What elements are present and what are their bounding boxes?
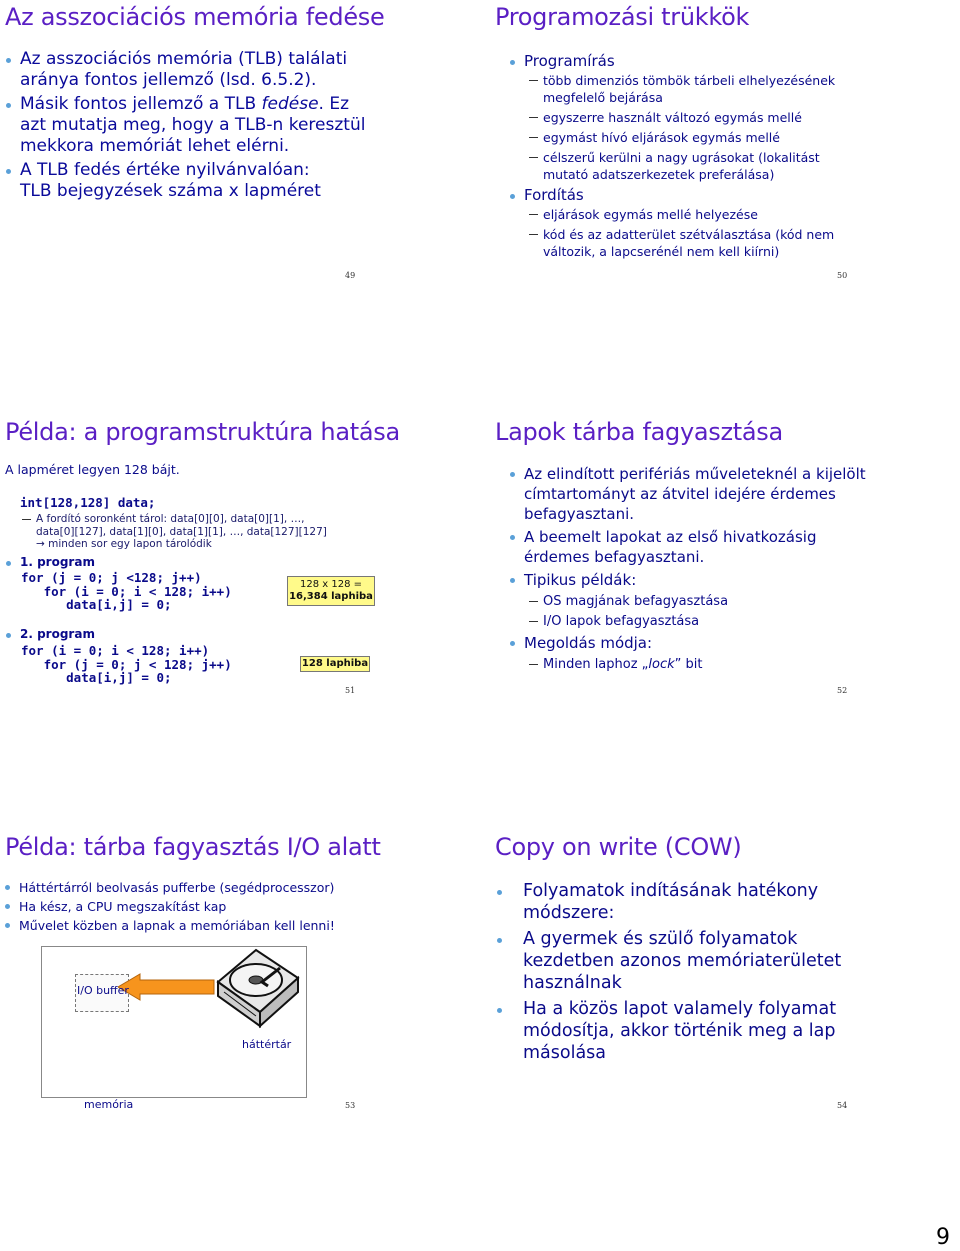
list-item: több dimenziós tömbök tárbeli elhelyezésének megfelelő bejárása — [529, 72, 855, 106]
intro-text: A lapméret legyen 128 bájt. — [5, 462, 180, 477]
memory-label: memória — [84, 1098, 134, 1111]
program-label-text: 2. program — [20, 627, 95, 641]
bullet-list — [510, 50, 855, 263]
slide-title: Példa: tárba fagyasztás I/O alatt — [5, 833, 381, 861]
list-item: Folyamatok indításának hatékony módszere: — [523, 880, 843, 924]
list-item: Tipikus példák: — [510, 570, 870, 590]
list-item — [529, 656, 870, 673]
slide-number: 49 — [345, 271, 356, 280]
list-item: Művelet közben a lapnak a memóriában kell lenni! — [5, 916, 365, 935]
list-item: Ha a közös lapot valamely folyamat módosítja, akkor történik meg a lap másolása — [523, 998, 843, 1064]
slide-title: Copy on write (COW) — [495, 833, 742, 861]
bullet-list — [5, 878, 365, 935]
slide-number: 51 — [345, 686, 356, 695]
slide-title: Az asszociációs memória fedése — [5, 3, 385, 31]
slide-53 — [0, 830, 480, 1130]
note-line: 128 x 128 = — [299, 579, 362, 590]
transfer-arrow-icon — [118, 973, 216, 1001]
slide-49 — [0, 0, 480, 300]
list-item: Ha kész, a CPU megszakítást kap — [5, 897, 365, 916]
program-label-text: 1. program — [20, 555, 95, 569]
slide-number: 53 — [345, 1101, 356, 1110]
slide-title: Lapok tárba fagyasztása — [495, 418, 783, 446]
code-block: for (i = 0; i < 128; i++) for (j = 0; j < 128; j++) data[i,j] = 0; — [21, 643, 232, 685]
code-block: for (j = 0; j <128; j++) for (i = 0; i < 128; i++) data[i,j] = 0; — [21, 570, 232, 612]
program-label — [6, 627, 95, 641]
list-item: Megoldás módja: — [510, 633, 870, 653]
io-buffer-label: I/O buffer — [77, 984, 129, 997]
slide-54 — [480, 830, 960, 1130]
list-item — [20, 160, 380, 202]
slide-number: 54 — [837, 1101, 848, 1110]
program-label — [6, 555, 95, 569]
text-part: . Ez azt mutatja meg, hogy a TLB-n keresztül mekkora memóriát lehet elérni. — [20, 94, 366, 156]
hard-disk-icon — [210, 942, 302, 1034]
list-item: A beemelt lapokat az első hivatkozásig érdemes befagyasztani. — [510, 527, 870, 567]
list-item: I/O lapok befagyasztása — [529, 613, 870, 630]
text-part: Másik fontos jellemző a TLB — [20, 94, 262, 114]
code-declaration: int[128,128] data; — [20, 495, 156, 510]
slide-52 — [480, 415, 960, 715]
bullet-list — [510, 464, 870, 676]
slide-title: Programozási trükkök — [495, 3, 750, 31]
bullet-list — [20, 49, 380, 202]
storage-label: háttértár — [242, 1038, 292, 1051]
list-item: A gyermek és szülő folyamatok kezdetben azonos memóriaterületet használnak — [523, 929, 842, 993]
section-heading: Programírás — [510, 52, 855, 71]
formula: TLB bejegyzések száma x lapméret — [20, 181, 321, 201]
list-item: célszerű kerülni a nagy ugrásokat (lokalitást mutató adatszerkezetek preferálása) — [529, 149, 855, 183]
section-heading: Fordítás — [510, 186, 855, 205]
sub-notes — [22, 513, 342, 551]
list-item: Háttértárról beolvasás pufferbe (segédprocesszor) — [5, 878, 365, 897]
note-box: 128 laphiba — [300, 656, 370, 672]
text-part: Minden laphoz „ — [543, 657, 649, 672]
slide-50 — [480, 0, 960, 300]
slide-number: 50 — [837, 271, 848, 280]
list-item: Az elindított perifériás műveleteknél a kijelölt címtartományt az átvitel idejére érdemes befagyasztani. — [510, 464, 870, 524]
slide-number: 52 — [837, 686, 848, 695]
slide-51 — [0, 415, 480, 715]
list-item: A fordító soronként tárol: data[0][0], data[0][1], …, data[0][127], data[1][0], data[1][1], …, data[127][127] — [22, 513, 342, 538]
italic-term: fedése — [261, 94, 319, 114]
list-item: egymást hívó eljárások egymás mellé — [529, 129, 855, 146]
list-item — [20, 94, 380, 157]
list-item: egyszerre használt változó egymás mellé — [529, 109, 855, 126]
bullet-list — [523, 880, 843, 1068]
sheet-page-number: 9 — [936, 1225, 950, 1250]
text-part: A TLB fedés értéke nyilvánvalóan: — [20, 160, 310, 180]
list-item: eljárások egymás mellé helyezése — [529, 206, 855, 223]
text-part: ” bit — [674, 657, 703, 672]
list-item: Az asszociációs memória (TLB) találati aránya fontos jellemző (lsd. 6.5.2). — [20, 49, 380, 91]
italic-term: lock — [648, 657, 675, 672]
list-item: kód és az adatterület szétválasztása (kód nem változik, a lapcserénél nem kell kiírni) — [529, 226, 855, 260]
note-line: 16,384 laphiba — [289, 591, 373, 602]
slide-title: Példa: a programstruktúra hatása — [5, 418, 400, 446]
arrow-note: → minden sor egy lapon tárolódik — [36, 538, 212, 550]
note-box — [287, 576, 375, 606]
list-item: OS magjának befagyasztása — [529, 593, 870, 610]
